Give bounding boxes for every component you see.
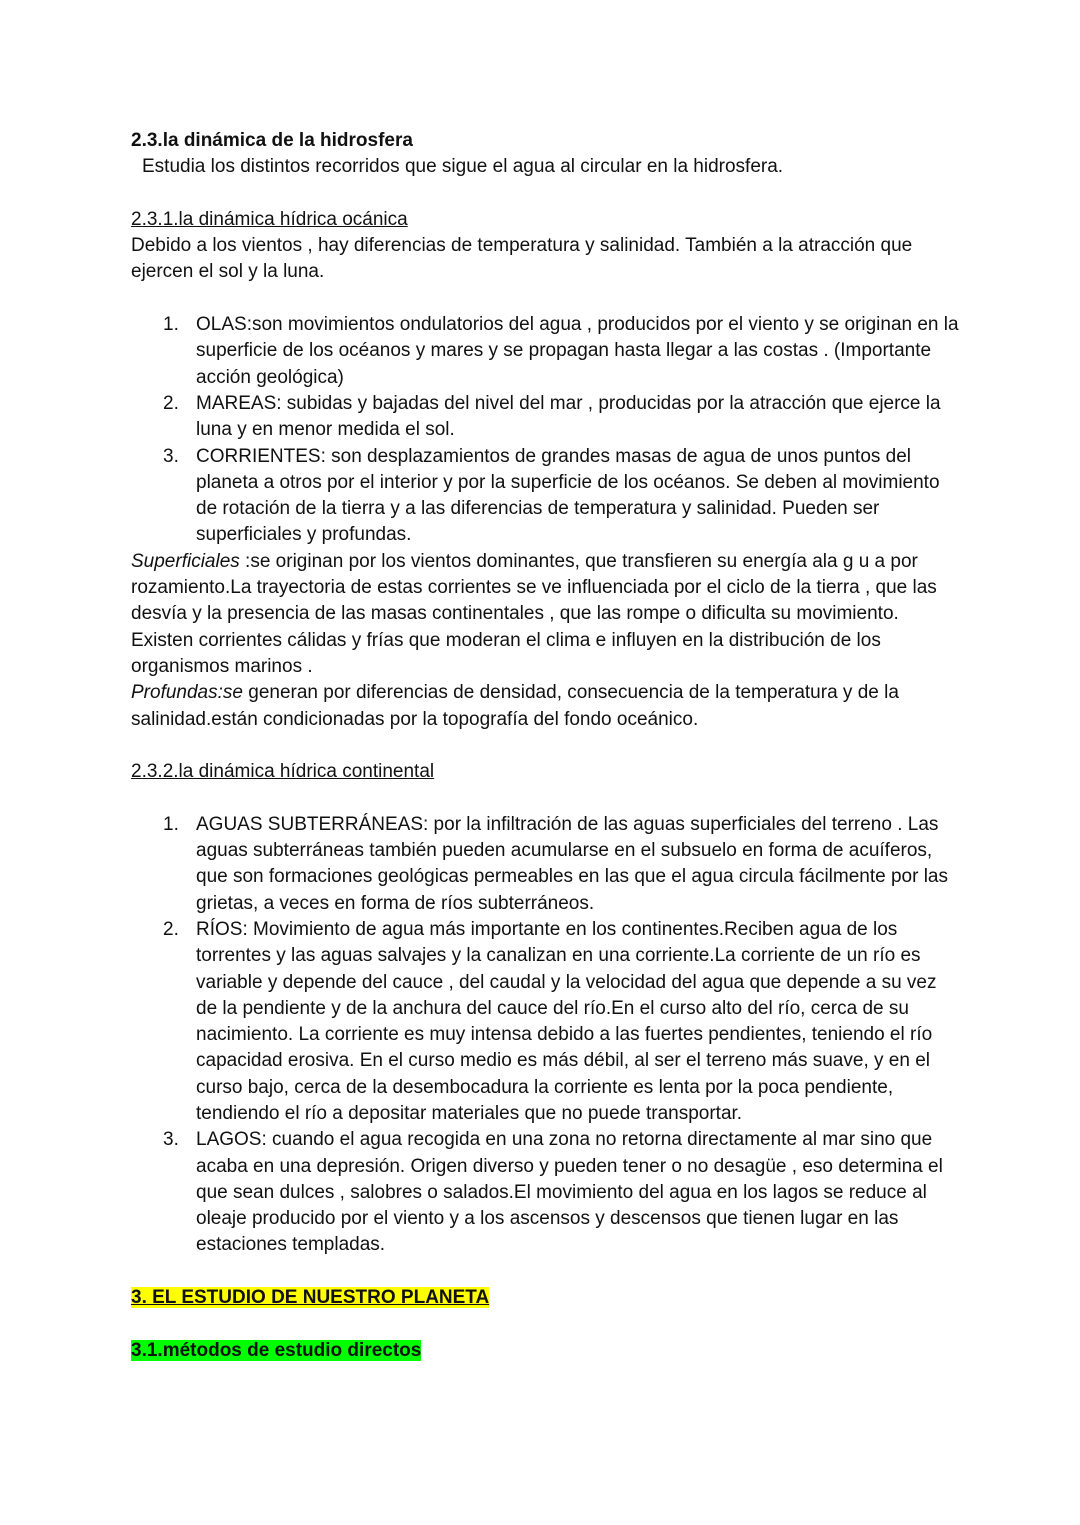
spacer xyxy=(131,733,961,759)
list-item xyxy=(131,444,961,549)
spacer xyxy=(131,1311,961,1337)
list-item xyxy=(131,917,961,1127)
section-2-3-intro: Estudia los distintos recorridos que sigue el agua al circular en la hidrosfera. xyxy=(142,156,784,178)
section-3-1-title: 3.1.métodos de estudio directos xyxy=(131,1339,422,1361)
list-item xyxy=(131,312,961,391)
section-2-3-1-title: 2.3.1.la dinámica hídrica ocánica xyxy=(131,208,408,230)
superficiales-label: Superficiales xyxy=(131,550,240,572)
profundas-text: generan por diferencias de densidad, consecuencia de la temperatura y de la salinidad.están condicionadas por la topografía del fondo oceánico. xyxy=(131,682,899,730)
list-item-text: AGUAS SUBTERRÁNEAS: por la infiltración de las aguas superficiales del terreno . Las aguas subterráneas también pueden acumularse en el subsuelo en forma de acuíferos, que son formaciones geológicas permeables en las que el agua circula fácilmente por las grietas, a veces en forma de ríos subterráneos. xyxy=(196,813,948,914)
spacer xyxy=(131,181,961,207)
ocean-dynamics-list xyxy=(131,312,961,549)
profundas-label: Profundas:se xyxy=(131,682,243,704)
list-item-text: RÍOS: Movimiento de agua más importante en los continentes.Reciben agua de los torrentes y las aguas salvajes y la canalizan en una corriente.La corriente de un río es variable y depende del cauce , del caudal y la velocidad del agua que depende a su vez de la pendiente y de la anchura del cauce del río.En el curso alto del río, cerca de su nacimiento. La corriente es muy intensa debido a las fuertes pendientes, teniendo el río capacidad erosiva. En el curso medio es más débil, al ser el terreno más suave, y en el curso bajo, cerca de la desembocadura la corriente es lenta por la poca pendiente, tendiendo el río a depositar materiales que no puede transportar. xyxy=(196,918,937,1124)
list-item-number: 2. xyxy=(163,392,179,414)
spacer xyxy=(131,1259,961,1285)
profundas-paragraph xyxy=(131,680,961,733)
list-item xyxy=(131,391,961,444)
list-item-text: CORRIENTES: son desplazamientos de grandes masas de agua de unos puntos del planeta a otros por el interior y por la superficie de los océanos. Se deben al movimiento de rotación de la tierra y a las diferencias de temperatura y salinidad. Pueden ser superficiales y profundas. xyxy=(196,445,940,546)
section-2-3-2-title: 2.3.2.la dinámica hídrica continental xyxy=(131,761,435,783)
list-item-number: 1. xyxy=(163,813,179,835)
spacer xyxy=(131,785,961,811)
continental-dynamics-list xyxy=(131,812,961,1259)
list-item-text: LAGOS: cuando el agua recogida en una zona no retorna directamente al mar sino que acaba en una depresión. Origen diverso y pueden tener o no desagüe , eso determina el que sean dulces , salobres o salados.El movimiento del agua en los lagos se reduce al oleaje producido por el viento y a los ascensos y descensos que tienen lugar en las estaciones templadas. xyxy=(196,1129,943,1256)
list-item xyxy=(131,1127,961,1258)
list-item-number: 3. xyxy=(163,445,179,467)
section-2-3-title: 2.3.la dinámica de la hidrosfera xyxy=(131,130,413,151)
superficiales-paragraph xyxy=(131,549,961,680)
section-3-title: 3. EL ESTUDIO DE NUESTRO PLANETA xyxy=(131,1287,490,1309)
list-item xyxy=(131,812,961,917)
list-item-text: MAREAS: subidas y bajadas del nivel del mar , producidas por la atracción que ejerce la luna y en menor medida el sol. xyxy=(196,392,941,441)
list-item-number: 2. xyxy=(163,918,179,940)
section-2-3-1-intro: Debido a los vientos , hay diferencias de temperatura y salinidad. También a la atracción que ejercen el sol y la luna. xyxy=(131,235,913,283)
list-item-number: 3. xyxy=(163,1129,179,1151)
list-item-text: OLAS:son movimientos ondulatorios del agua , producidos por el viento y se originan en la superficie de los océanos y mares y se propagan hasta llegar a las costas . (Importante acción geológica) xyxy=(196,314,959,388)
document-page xyxy=(131,128,961,1364)
superficiales-text: :se originan por los vientos dominantes, que transfieren su energía ala g u a por rozamiento.La trayectoria de estas corrientes se ve influenciada por el ciclo de la tierra , que las desvía y la presencia de las masas continentales , que las rompe o dificulta su movimiento. Existen corrientes cálidas y frías que moderan el clima e influyen en la distribución de los organismos marinos . xyxy=(131,550,937,677)
spacer xyxy=(131,286,961,312)
list-item-number: 1. xyxy=(163,314,179,336)
